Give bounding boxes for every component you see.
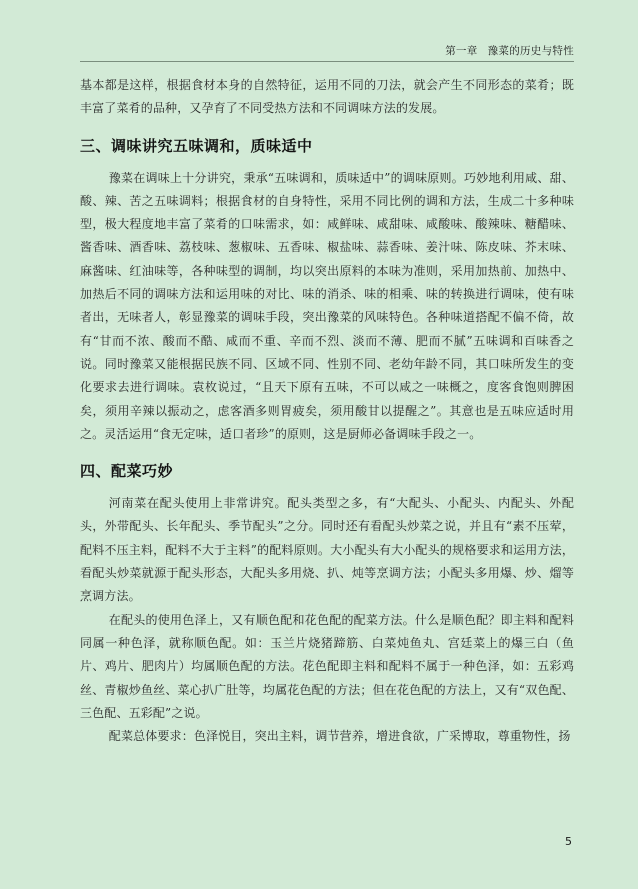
page-body: [80, 74, 574, 748]
section-3-heading: 三、调味讲究五味调和，质味适中: [80, 136, 313, 155]
intro-paragraph: 基本都是这样，根据食材本身的自然特征，运用不同的刀法，就会产生不同形态的菜肴；既丰富了菜肴的品种，又孕育了不同受热方法和不同调味方法的发展。: [80, 78, 574, 116]
page-number: 5: [565, 835, 572, 848]
section-4-paragraph-2: 在配头的使用色泽上，又有顺色配和花色配的配菜方法。什么是顺色配？即主料和配料同属一种色泽，就称顺色配。如：玉兰片烧猪蹄筋、白菜炖鱼丸、宫廷菜上的爆三白（鱼片、鸡片、肥肉片）均属顺色配的方法。花色配即主料和配料不属于一种色泽，如：五彩鸡丝、青椒炒鱼丝、菜心扒广肚等，均属花色配的方法；但在花色配的方法上，又有“双色配、三色配、五彩配”之说。: [80, 612, 574, 720]
chapter-number: 第一章: [445, 45, 478, 57]
section-4-heading: 四、配菜巧妙: [80, 462, 174, 481]
chapter-title: 豫菜的历史与特性: [487, 45, 574, 57]
header-rule: [80, 61, 574, 62]
running-header: [445, 43, 574, 58]
section-4-paragraph-1: 河南菜在配头使用上非常讲究。配头类型之多，有“大配头、小配头、内配头、外配头，外带配头、长年配头、季节配头”之分。同时还有看配头炒菜之说，并且有“素不压荤，配料不压主料，配料不大于主料”的配料原则。大小配头有大小配头的规格要求和运用方法，看配头炒菜就源于配头形态，大配头多用烧、扒、炖等烹调方法；小配头多用爆、炒、熘等烹调方法。: [80, 496, 574, 604]
section-3-paragraph: 豫菜在调味上十分讲究，秉承“五味调和，质味适中”的调味原则。巧妙地利用咸、甜、酸、辣、苦之五味调料；根据食材的自身特性，采用不同比例的调和方法，生成二十多种味型，极大程度地丰富了菜肴的口味需求，如：咸鲜味、咸甜味、咸酸味、酸辣味、糖醋味、酱香味、酒香味、荔枝味、葱椒味、五香味、椒盐味、蒜香味、姜汁味、陈皮味、芥末味、麻酱味、红油味等，各种味型的调制，均以突出原料的本味为准则，采用加热前、加热中、加热后不同的调味方法和运用味的对比、味的消杀、味的相乘、味的转换进行调味，使有味者出，无味者人，彰显豫菜的调味手段，突出豫菜的风味特色。各种味道搭配不偏不倚，故有“甘而不浓、酸而不酷、咸而不重、辛而不烈、淡而不薄、肥而不腻”五味调和百味香之说。同时豫菜又能根据民族不同、区域不同、性别不同、老幼年龄不同，其口味所发生的变化要求去进行调味。袁枚说过，“且天下原有五味，不可以咸之一味概之，度客食饱则脾困矣，须用辛辣以振动之，虑客酒多则胃疲矣，须用酸甘以提醒之”。其意也是五味应适时用之。灵活运用“食无定味，适口者珍”的原则，这是厨师必备调味手段之一。: [80, 170, 574, 441]
section-4-paragraph-3: 配菜总体要求：色泽悦目，突出主料，调节营养，增进食欲，广采博取，尊重物性，扬: [108, 729, 571, 744]
